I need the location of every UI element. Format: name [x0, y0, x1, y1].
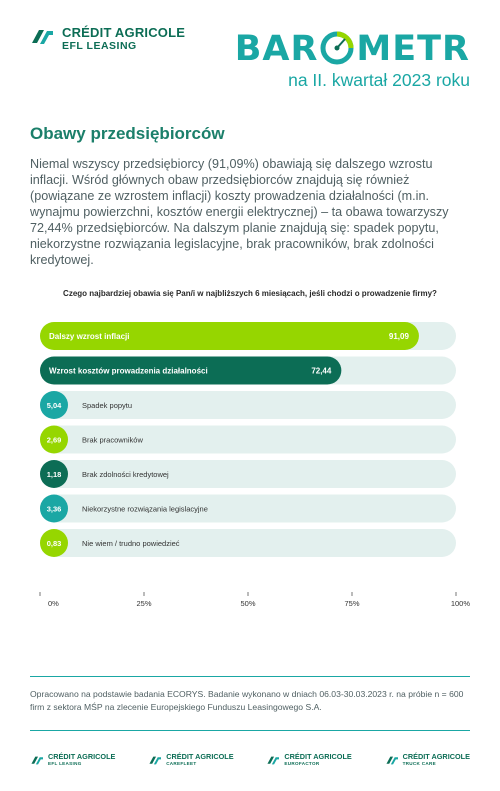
bar-category-label: Brak zdolności kredytowej [82, 470, 169, 479]
bar-value-label: 5,04 [46, 401, 62, 410]
bar-category-label: Wzrost kosztów prowadzenia działalności [49, 366, 208, 376]
footer-logo-name: CRÉDIT AGRICOLE [48, 752, 116, 761]
brand-name: CRÉDIT AGRICOLE [62, 25, 186, 40]
footer-logo-eurofactor [266, 753, 351, 767]
period-subtitle: na II. kwartał 2023 roku [288, 70, 470, 90]
footer-logo-sub: TRUCK CARE [402, 761, 436, 766]
bar-value-label: 72,44 [311, 366, 332, 376]
footer-logo-name: CRÉDIT AGRICOLE [402, 752, 470, 761]
x-tick-label: 25% [136, 599, 152, 608]
bar-value-label: 2,69 [46, 435, 62, 445]
bar-category-label: Spadek popytu [82, 401, 133, 410]
footer-logo-sub: EFL LEASING [48, 761, 82, 766]
footer-logo-name: CRÉDIT AGRICOLE [166, 752, 234, 761]
bar-category-label: Brak pracowników [82, 435, 143, 445]
credit-agricole-logo-icon [30, 755, 45, 766]
brand-sub: EFL LEASING [62, 40, 137, 52]
bar-value-label: 91,09 [388, 332, 409, 341]
x-tick-label: 100% [450, 599, 470, 608]
x-tick-label: 50% [240, 599, 256, 608]
footnote-divider-bottom [30, 730, 470, 731]
barometr-title-right: METR [356, 29, 470, 69]
footer-logo-sub: CAREFLEET [166, 761, 197, 766]
footer-logo-carefleet [148, 753, 233, 767]
bar-value-label: 1,18 [46, 470, 62, 479]
credit-agricole-logo-icon [148, 755, 163, 766]
section-heading: Obawy przedsiębiorców [30, 124, 225, 143]
credit-agricole-logo-icon [385, 755, 400, 766]
credit-agricole-logo-icon [266, 755, 281, 766]
footer-logo-sub: EUROFACTOR [284, 761, 320, 766]
footer-logos [30, 753, 470, 767]
bar-category-label: Nie wiem / trudno powiedzieć [82, 539, 180, 548]
source-footnote: Opracowano na podstawie badania ECORYS. Badanie wykonano w dniach 06.03-30.03.2023 r. na próbie n = 600 firm z sektora MŚP na zlecenie Europejskiego Funduszu Leasingowego S.A. [30, 689, 464, 712]
footer-logo-truck-care [385, 753, 470, 767]
section-body-text: Niemal wszyscy przedsiębiorcy (91,09%) obawiają się dalszego wzrostu inflacji. Wśród głównych obaw przedsiębiorców znajdują się również (powiązane ze wzrostem inflacji) koszty prowadzenia działalności (m.in. wynajmu powierzchni, kosztów energii elektrycznej) – ta obawa towarzyszy 72,44% przedsiębiorców. Na dalszym planie znajdują się: spadek popytu, niekorzystne rozwiązania legislacyjne, brak pracowników, brak zdolności kredytowej. [30, 157, 449, 267]
x-tick-label: 75% [344, 599, 360, 608]
bar-category-label: Niekorzystne rozwiązania legislacyjne [82, 504, 208, 514]
footnote-divider-top [30, 676, 470, 677]
bar-category-label: Dalszy wzrost inflacji [49, 332, 130, 341]
barometr-title-left: BAR [234, 29, 319, 69]
footer-logo-efl-leasing [30, 753, 115, 767]
footer-logo-name: CRÉDIT AGRICOLE [284, 752, 352, 761]
x-tick-label: 0% [48, 599, 59, 608]
chart-title: Czego najbardziej obawia się Pan/i w najbliższych 6 miesiącach, jeśli chodzi o prowadzenie firmy? [63, 289, 437, 298]
bar-value-label: 3,36 [46, 504, 62, 514]
bar-value-label: 0,83 [46, 539, 62, 548]
